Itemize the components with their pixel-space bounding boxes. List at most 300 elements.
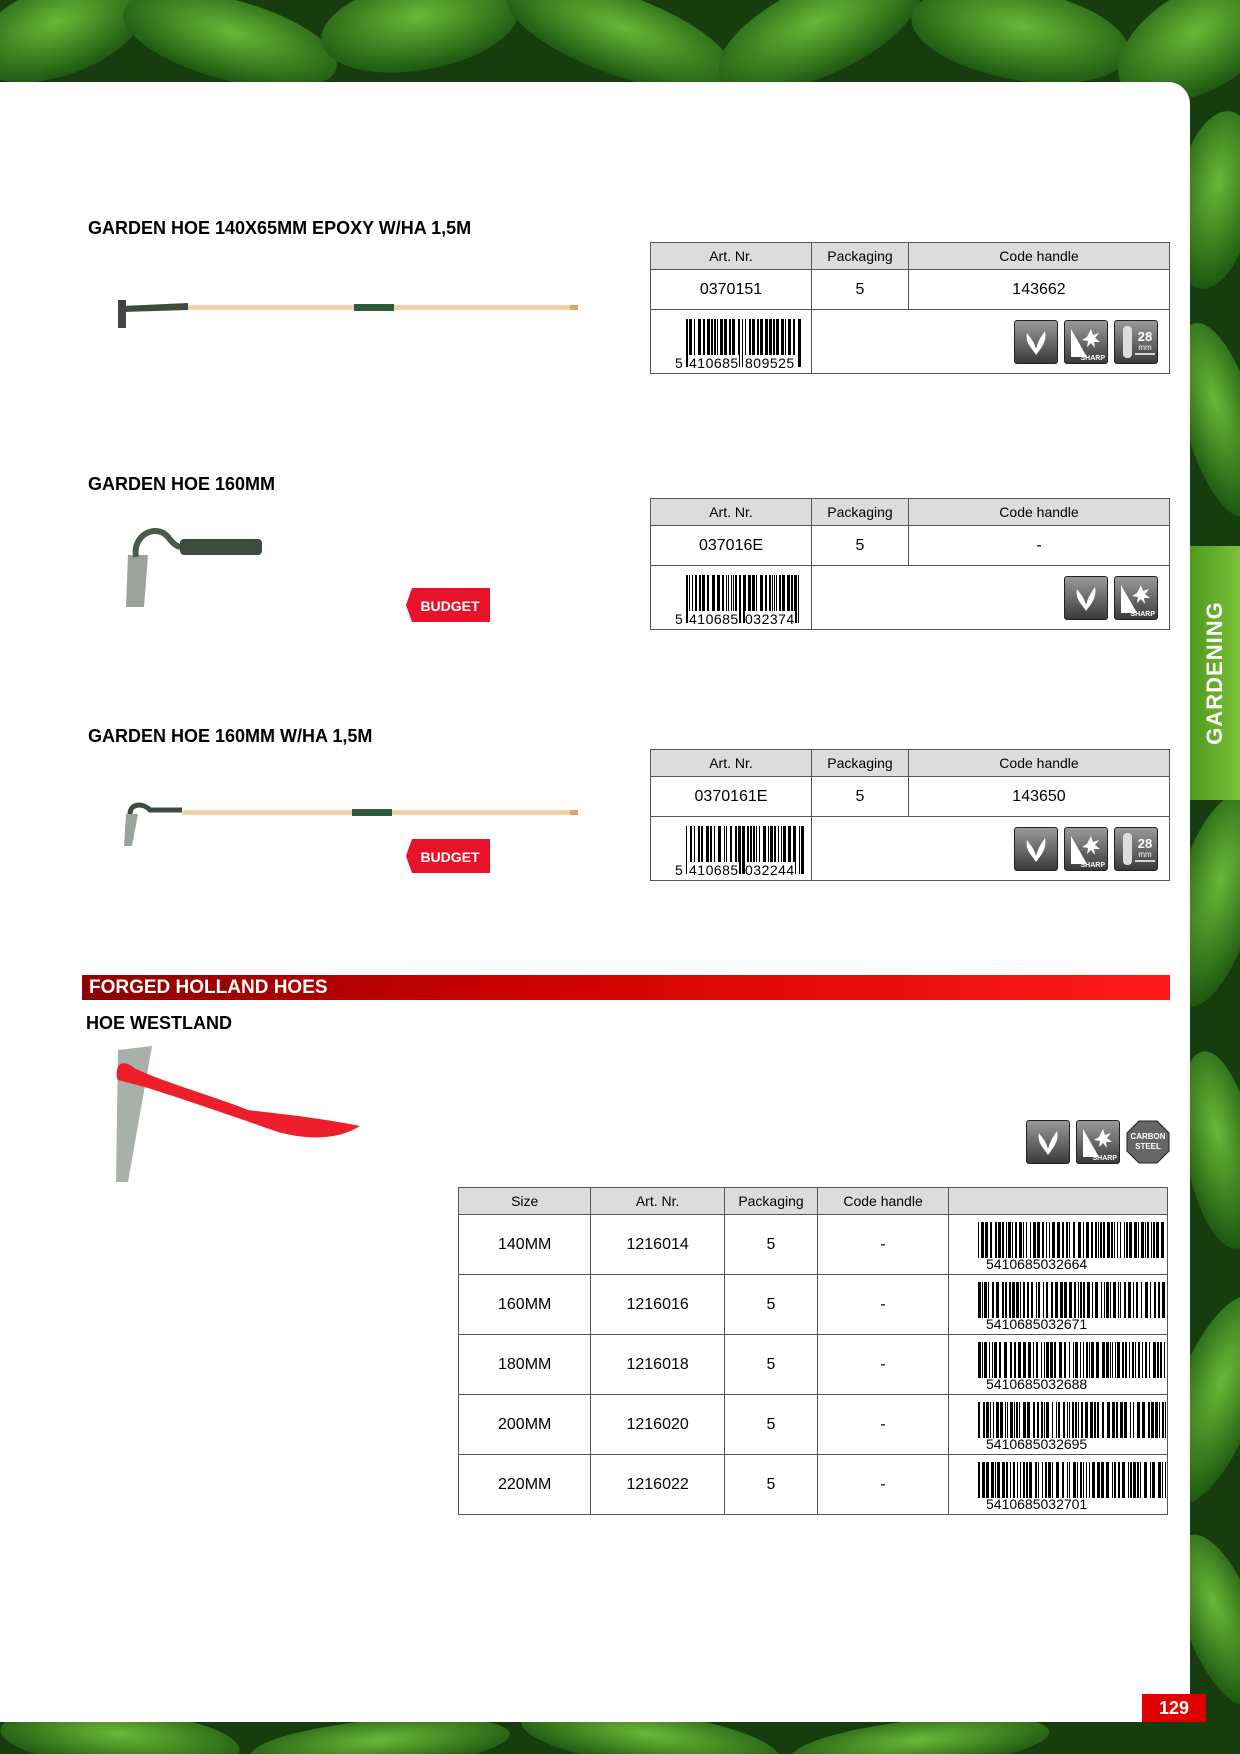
barcode-bar bbox=[1106, 1342, 1109, 1378]
table-row bbox=[459, 1455, 1168, 1515]
col-header-packaging: Packaging bbox=[812, 243, 909, 270]
cell-pack: 5 bbox=[724, 1335, 817, 1395]
barcode-bar bbox=[1137, 1402, 1140, 1438]
weeding-icon bbox=[1014, 320, 1058, 364]
carbon-label-1: CARBON bbox=[1130, 1132, 1166, 1141]
barcode-cell bbox=[949, 1215, 1168, 1275]
barcode-bar bbox=[1054, 1342, 1056, 1378]
art-number: 0370161E bbox=[651, 777, 812, 817]
barcode-bar bbox=[1027, 1282, 1029, 1318]
barcode-bar bbox=[1133, 1282, 1134, 1318]
barcode-bar bbox=[992, 1342, 993, 1378]
barcode-bar bbox=[1133, 1402, 1134, 1438]
mm-unit: mm bbox=[1138, 342, 1152, 352]
barcode-bar bbox=[1145, 1342, 1147, 1378]
col-header-art: Art. Nr. bbox=[651, 499, 812, 526]
barcode-bar bbox=[1114, 1462, 1116, 1498]
barcode-bar bbox=[1148, 1402, 1150, 1438]
barcode-bar bbox=[1014, 1402, 1015, 1438]
barcode-bar bbox=[1000, 1402, 1003, 1438]
barcode-bar bbox=[1046, 1222, 1047, 1258]
barcode-bar bbox=[1114, 1222, 1115, 1258]
barcode-bar bbox=[1091, 1222, 1093, 1258]
barcode-bar bbox=[1017, 1462, 1018, 1498]
ean-first-digit: 5 bbox=[675, 862, 683, 878]
sharp-icon bbox=[1076, 1120, 1120, 1164]
sharp-icon-label: SHARP bbox=[1080, 861, 1105, 869]
barcode-bar bbox=[1075, 1402, 1077, 1438]
barcode-bar bbox=[1106, 1282, 1109, 1318]
barcode-bar bbox=[1023, 1462, 1025, 1498]
barcode-bar bbox=[1015, 1222, 1017, 1258]
barcode-cell bbox=[949, 1455, 1168, 1515]
barcode-bar bbox=[1002, 1222, 1004, 1258]
barcode-bar bbox=[1069, 1402, 1070, 1438]
barcode-bar bbox=[1092, 1282, 1093, 1318]
barcode-bar bbox=[1083, 1342, 1084, 1378]
barcode-bar bbox=[1138, 1342, 1140, 1378]
barcode-bar bbox=[996, 1282, 999, 1318]
barcode-bar bbox=[1113, 1282, 1116, 1318]
barcode-bar bbox=[1016, 1402, 1018, 1438]
col-header-art: Art. Nr. bbox=[591, 1188, 725, 1215]
barcode-bar bbox=[1120, 1222, 1121, 1258]
barcode-bar bbox=[1049, 1222, 1050, 1258]
barcode-bar bbox=[1128, 1462, 1129, 1498]
barcode-bar bbox=[1062, 1222, 1064, 1258]
barcode-bar bbox=[1087, 1282, 1090, 1318]
barcode-bar bbox=[1077, 1462, 1078, 1498]
barcode-bar bbox=[994, 1342, 997, 1378]
barcode-bar bbox=[1051, 1282, 1053, 1318]
barcode-image bbox=[978, 1282, 1166, 1318]
barcode-bar bbox=[1165, 1462, 1166, 1498]
barcode-bar bbox=[1012, 1282, 1015, 1318]
cell-handle: - bbox=[818, 1215, 949, 1275]
barcode-cell bbox=[651, 566, 812, 630]
barcode-bar bbox=[1072, 1402, 1074, 1438]
barcode-bar bbox=[1046, 1402, 1049, 1438]
barcode-bar bbox=[1085, 1402, 1088, 1438]
barcode-bar bbox=[1160, 1342, 1162, 1378]
sharp-icon-label: SHARP bbox=[1092, 1155, 1117, 1162]
barcode-bar bbox=[801, 826, 804, 874]
barcode-bar bbox=[1078, 1402, 1079, 1438]
barcode-bar bbox=[1126, 1222, 1128, 1258]
cell-art: 1216014 bbox=[591, 1215, 725, 1275]
barcode-bar bbox=[1080, 1342, 1081, 1378]
barcode-bar bbox=[1046, 1342, 1049, 1378]
barcode-bar bbox=[1095, 1222, 1097, 1258]
table-row bbox=[459, 1215, 1168, 1275]
product-title: GARDEN HOE 160MM bbox=[88, 474, 276, 494]
barcode-bar bbox=[990, 1222, 992, 1258]
barcode-bar bbox=[1067, 1462, 1068, 1498]
barcode-bar bbox=[1056, 1402, 1057, 1438]
barcode-bar bbox=[798, 575, 799, 623]
weeding-icon bbox=[1014, 827, 1058, 871]
barcode-cell bbox=[651, 310, 812, 374]
art-number: 0370151 bbox=[651, 270, 812, 310]
barcode-bar bbox=[1059, 1342, 1062, 1378]
feature-icons-cell bbox=[812, 817, 1170, 881]
barcode-bar bbox=[1145, 1222, 1146, 1258]
barcode-bar bbox=[1089, 1342, 1090, 1378]
barcode-bar bbox=[986, 1402, 989, 1438]
barcode-bar bbox=[1103, 1222, 1105, 1258]
sharp-icon bbox=[1064, 827, 1108, 871]
barcode-bar bbox=[1041, 1402, 1043, 1438]
barcode-bar bbox=[1078, 1282, 1079, 1318]
barcode-bar bbox=[1098, 1222, 1099, 1258]
col-header-art: Art. Nr. bbox=[651, 243, 812, 270]
cell-art: 1216016 bbox=[591, 1275, 725, 1335]
barcode-bar bbox=[1144, 1462, 1147, 1498]
barcode-bar bbox=[1118, 1282, 1119, 1318]
sharp-icon bbox=[1114, 576, 1158, 620]
code-handle-value: 143662 bbox=[909, 270, 1170, 310]
barcode-cell bbox=[651, 817, 812, 881]
barcode-bar bbox=[1120, 1402, 1123, 1438]
barcode-bar bbox=[798, 319, 801, 367]
barcode-bar bbox=[1112, 1342, 1113, 1378]
barcode-bar bbox=[1014, 1342, 1016, 1378]
barcode-bar bbox=[1112, 1402, 1115, 1438]
barcode-cell bbox=[949, 1395, 1168, 1455]
ean-number: 5410685032664 bbox=[986, 1255, 1088, 1272]
code-handle-value: - bbox=[909, 526, 1170, 566]
barcode-bar bbox=[1016, 1282, 1019, 1318]
ean-first-digit: 5 bbox=[675, 611, 683, 627]
barcode-bar bbox=[1036, 1282, 1037, 1318]
barcode-image bbox=[978, 1222, 1166, 1258]
barcode-bar bbox=[1063, 1402, 1065, 1438]
col-header-barcode bbox=[949, 1188, 1168, 1215]
barcode-bar bbox=[1102, 1402, 1104, 1438]
barcode-bar bbox=[1035, 1462, 1037, 1498]
barcode-bar bbox=[1048, 1462, 1051, 1498]
barcode-bar bbox=[1010, 1402, 1013, 1438]
barcode-bar bbox=[1112, 1462, 1113, 1498]
barcode-bar bbox=[1107, 1222, 1110, 1258]
barcode-cell bbox=[949, 1275, 1168, 1335]
barcode-bar bbox=[1151, 1402, 1154, 1438]
barcode-bar bbox=[1110, 1342, 1111, 1378]
barcode-bar bbox=[1149, 1342, 1150, 1378]
product-title: HOE WESTLAND bbox=[86, 1013, 232, 1033]
barcode-bar bbox=[1073, 1462, 1076, 1498]
barcode-bar bbox=[1095, 1282, 1098, 1318]
barcode-bar bbox=[1005, 1282, 1007, 1318]
barcode-bar bbox=[1026, 1222, 1027, 1258]
spec-table bbox=[650, 242, 1170, 374]
barcode-bar bbox=[1091, 1342, 1094, 1378]
barcode-bar bbox=[1150, 1282, 1151, 1318]
barcode-bar bbox=[1111, 1222, 1113, 1258]
product-image-hoe-head bbox=[122, 525, 272, 611]
barcode-bar bbox=[1120, 1282, 1121, 1318]
barcode-bar bbox=[1006, 1462, 1008, 1498]
barcode-bar bbox=[1115, 1342, 1116, 1378]
barcode-bar bbox=[984, 1342, 987, 1378]
barcode-bar bbox=[1155, 1402, 1158, 1438]
barcode-bar bbox=[1162, 1402, 1164, 1438]
barcode-bar bbox=[1097, 1462, 1100, 1498]
barcode-bar bbox=[978, 1342, 981, 1378]
barcode-bar bbox=[1029, 1462, 1032, 1498]
barcode-bar bbox=[1083, 1462, 1084, 1498]
barcode-bar bbox=[1104, 1282, 1105, 1318]
barcode-bar bbox=[1122, 1462, 1125, 1498]
product-title: GARDEN HOE 160MM W/HA 1,5M bbox=[88, 726, 373, 746]
product-image-red-hoe bbox=[108, 1044, 364, 1186]
barcode-bar bbox=[1124, 1222, 1125, 1258]
barcode-bar bbox=[1118, 1462, 1120, 1498]
budget-badge bbox=[406, 839, 490, 878]
barcode-bar bbox=[978, 1282, 981, 1318]
barcode-bar bbox=[1044, 1342, 1045, 1378]
barcode-bar bbox=[1151, 1222, 1152, 1258]
section-heading: FORGED HOLLAND HOES bbox=[82, 975, 1170, 1000]
barcode-bar bbox=[1042, 1462, 1043, 1498]
mm-unit: mm bbox=[1138, 849, 1152, 859]
product-image-long-hoe bbox=[118, 292, 580, 340]
barcode-bar bbox=[1073, 1342, 1074, 1378]
barcode-bar bbox=[997, 1462, 1000, 1498]
barcode-bar bbox=[978, 1462, 980, 1498]
barcode-bar bbox=[1142, 1402, 1145, 1438]
ean-number: 5410685032688 bbox=[986, 1375, 1088, 1392]
barcode-bar bbox=[1028, 1342, 1031, 1378]
barcode-bar bbox=[1124, 1402, 1127, 1438]
barcode-bar bbox=[1089, 1462, 1090, 1498]
side-tab-gardening bbox=[1190, 546, 1240, 800]
ean-right-digits: 032244 bbox=[745, 862, 795, 878]
barcode-bar bbox=[1018, 1342, 1021, 1378]
barcode-bar bbox=[1107, 1402, 1110, 1438]
barcode-bar bbox=[1141, 1222, 1144, 1258]
barcode-bar bbox=[1033, 1402, 1035, 1438]
barcode-bar bbox=[1134, 1222, 1137, 1258]
barcode-bar bbox=[984, 1282, 987, 1318]
packaging-value: 5 bbox=[812, 526, 909, 566]
barcode-bar bbox=[1097, 1402, 1099, 1438]
barcode-bar bbox=[1116, 1402, 1118, 1438]
barcode-bar bbox=[996, 1402, 999, 1438]
carbon-steel-icon bbox=[1126, 1120, 1170, 1164]
barcode-bar bbox=[1117, 1342, 1120, 1378]
barcode-bar bbox=[1086, 1222, 1089, 1258]
barcode-bar bbox=[1030, 1222, 1031, 1258]
barcode-bar bbox=[1005, 1402, 1006, 1438]
barcode-bar bbox=[1086, 1462, 1087, 1498]
cell-handle: - bbox=[818, 1395, 949, 1455]
barcode-bar bbox=[1132, 1342, 1134, 1378]
col-header-code-handle: Code handle bbox=[909, 243, 1170, 270]
sharp-icon bbox=[1064, 320, 1108, 364]
barcode-bar bbox=[1062, 1462, 1064, 1498]
barcode-bar bbox=[1058, 1402, 1060, 1438]
barcode-image bbox=[978, 1462, 1166, 1498]
barcode-bar bbox=[1162, 1462, 1163, 1498]
barcode-bar bbox=[1037, 1402, 1039, 1438]
barcode-bar bbox=[1075, 1342, 1078, 1378]
barcode-bar bbox=[978, 1222, 979, 1258]
barcode-bar bbox=[986, 1462, 989, 1498]
barcode-bar bbox=[989, 1342, 990, 1378]
barcode-bar bbox=[1052, 1462, 1053, 1498]
sharp-icon-label: SHARP bbox=[1130, 610, 1155, 618]
barcode-bar bbox=[1102, 1342, 1105, 1378]
barcode-bar bbox=[1083, 1282, 1085, 1318]
cell-size: 160MM bbox=[459, 1275, 591, 1335]
barcode-bar bbox=[1117, 1222, 1118, 1258]
barcode-bar bbox=[1161, 1222, 1164, 1258]
side-tab-label: GARDENING bbox=[1202, 601, 1227, 745]
barcode-bar bbox=[1130, 1402, 1131, 1438]
barcode-bar bbox=[1013, 1462, 1015, 1498]
barcode-bar bbox=[1101, 1462, 1104, 1498]
handle-28mm-icon bbox=[1114, 320, 1158, 364]
barcode-bar bbox=[1027, 1402, 1030, 1438]
barcode-bar bbox=[1020, 1282, 1021, 1318]
barcode-bar bbox=[1043, 1282, 1044, 1318]
barcode-bar bbox=[1100, 1222, 1102, 1258]
barcode-bar bbox=[1057, 1222, 1060, 1258]
barcode-bar bbox=[1073, 1222, 1075, 1258]
cell-handle: - bbox=[818, 1335, 949, 1395]
barcode-bar bbox=[1006, 1222, 1007, 1258]
barcode-bar bbox=[1044, 1402, 1045, 1438]
barcode-bar bbox=[981, 1222, 984, 1258]
barcode-bar bbox=[1023, 1222, 1024, 1258]
feature-icons bbox=[1026, 1120, 1170, 1164]
cell-pack: 5 bbox=[724, 1455, 817, 1515]
barcode-bar bbox=[686, 575, 688, 623]
barcode-bar bbox=[1157, 1342, 1159, 1378]
feature-icons-cell bbox=[812, 566, 1170, 630]
barcode-bar bbox=[985, 1222, 988, 1258]
ean-number: 5410685032701 bbox=[986, 1495, 1088, 1512]
size-table bbox=[458, 1187, 1168, 1515]
barcode-bar bbox=[1012, 1222, 1013, 1258]
feature-icons-cell bbox=[812, 310, 1170, 374]
barcode-bar bbox=[1133, 1462, 1136, 1498]
barcode-bar bbox=[1045, 1462, 1047, 1498]
sharp-icon-label: SHARP bbox=[1080, 354, 1105, 362]
barcode-bar bbox=[999, 1342, 1001, 1378]
barcode-bar bbox=[1064, 1282, 1067, 1318]
cell-art: 1216020 bbox=[591, 1395, 725, 1455]
barcode-bar bbox=[1150, 1462, 1151, 1498]
barcode-bar bbox=[1007, 1402, 1008, 1438]
cell-size: 200MM bbox=[459, 1395, 591, 1455]
barcode-bar bbox=[1041, 1342, 1042, 1378]
barcode-bar bbox=[1153, 1222, 1155, 1258]
cell-pack: 5 bbox=[724, 1275, 817, 1335]
barcode-bar bbox=[1069, 1342, 1070, 1378]
weeding-icon bbox=[1026, 1120, 1070, 1164]
table-row bbox=[459, 1395, 1168, 1455]
barcode-bar bbox=[1124, 1282, 1126, 1318]
barcode-bar bbox=[686, 319, 688, 367]
table-row bbox=[459, 1335, 1168, 1395]
col-header-packaging: Packaging bbox=[812, 499, 909, 526]
barcode-bar bbox=[1052, 1222, 1055, 1258]
barcode-bar bbox=[1096, 1342, 1099, 1378]
barcode-bar bbox=[1002, 1282, 1004, 1318]
barcode-bar bbox=[1137, 1462, 1139, 1498]
barcode-bar bbox=[1145, 1282, 1148, 1318]
barcode-bar bbox=[1130, 1462, 1132, 1498]
barcode-bar bbox=[1002, 1462, 1005, 1498]
col-header-code-handle: Code handle bbox=[909, 750, 1170, 777]
cell-handle: - bbox=[818, 1455, 949, 1515]
carbon-label-2: STEEL bbox=[1135, 1142, 1161, 1151]
barcode-bar bbox=[1092, 1462, 1095, 1498]
barcode-bar bbox=[799, 826, 800, 874]
barcode-bar bbox=[1101, 1282, 1102, 1318]
cell-handle: - bbox=[818, 1275, 949, 1335]
barcode-bar bbox=[1066, 1222, 1068, 1258]
handle-28mm-icon bbox=[1114, 827, 1158, 871]
barcode-bar bbox=[1138, 1222, 1139, 1258]
barcode-bar bbox=[1136, 1282, 1138, 1318]
ean-number: 5410685032695 bbox=[986, 1435, 1088, 1452]
cell-art: 1216022 bbox=[591, 1455, 725, 1515]
cell-size: 140MM bbox=[459, 1215, 591, 1275]
barcode-bar bbox=[1086, 1342, 1088, 1378]
packaging-value: 5 bbox=[812, 777, 909, 817]
barcode-bar bbox=[1074, 1282, 1076, 1318]
barcode-bar bbox=[995, 1222, 997, 1258]
barcode-bar bbox=[1141, 1282, 1142, 1318]
barcode-bar bbox=[992, 1282, 994, 1318]
col-header-code-handle: Code handle bbox=[818, 1188, 949, 1215]
barcode-bar bbox=[1038, 1462, 1039, 1498]
ean-left-digits: 410685 bbox=[689, 355, 739, 371]
barcode-bar bbox=[1147, 1222, 1149, 1258]
barcode-bar bbox=[1094, 1402, 1096, 1438]
barcode-bar bbox=[1069, 1282, 1072, 1318]
packaging-value: 5 bbox=[812, 270, 909, 310]
barcode-bar bbox=[1090, 1402, 1093, 1438]
barcode-bar bbox=[1010, 1462, 1011, 1498]
product-image-long-hoe bbox=[122, 800, 582, 850]
col-header-packaging: Packaging bbox=[812, 750, 909, 777]
barcode-bar bbox=[1153, 1342, 1156, 1378]
barcode-bar bbox=[1158, 1282, 1160, 1318]
barcode-cell bbox=[949, 1335, 1168, 1395]
barcode-bar bbox=[988, 1282, 989, 1318]
barcode-bar bbox=[1140, 1462, 1141, 1498]
table-row bbox=[459, 1275, 1168, 1335]
barcode-bar bbox=[1164, 1342, 1165, 1378]
art-number: 037016E bbox=[651, 526, 812, 566]
mm-value: 28 bbox=[1137, 835, 1153, 851]
barcode-bar bbox=[995, 1462, 996, 1498]
barcode-bar bbox=[1031, 1282, 1033, 1318]
barcode-bar bbox=[1122, 1342, 1124, 1378]
barcode-bar bbox=[1165, 1402, 1166, 1438]
barcode-bar bbox=[1067, 1402, 1068, 1438]
spec-table bbox=[650, 749, 1170, 881]
barcode-bar bbox=[1110, 1282, 1111, 1318]
ean-left-digits: 410685 bbox=[689, 611, 739, 627]
page-number: 129 bbox=[1142, 1694, 1206, 1722]
barcode-bar bbox=[686, 826, 687, 874]
barcode-bar bbox=[998, 1222, 1001, 1258]
